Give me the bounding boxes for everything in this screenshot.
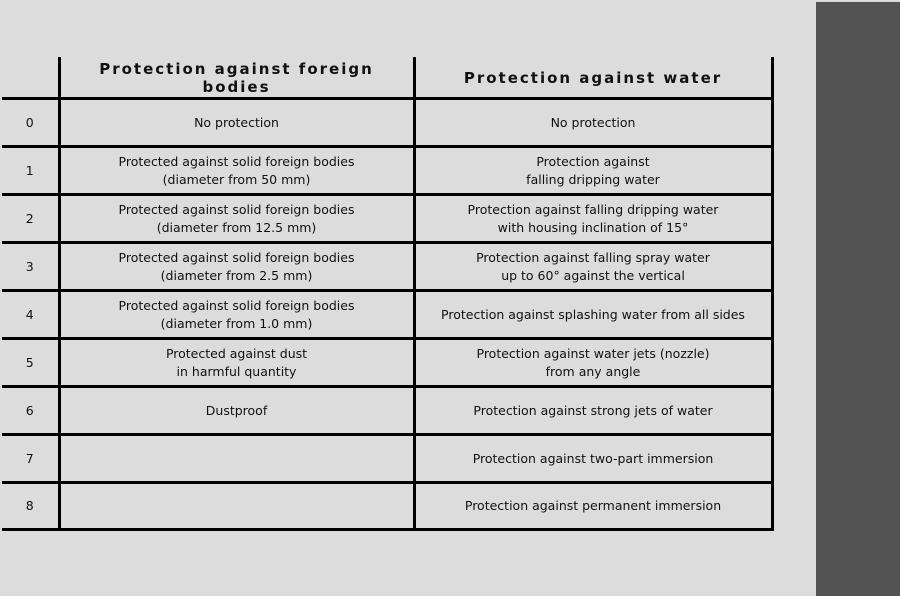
table-row [2,387,772,435]
solid-protection-text: Protected against solid foreign bodies [118,153,355,169]
table-row [2,195,772,243]
water-protection-text: up to 60° against the vertical [501,267,685,283]
ip-code-number: 1 [2,147,59,195]
ip-code-number: 7 [2,435,59,483]
table-row [2,339,772,387]
solid-protection-text: No protection [194,114,279,130]
solid-protection-cell [59,99,414,147]
solid-protection-cell [59,435,414,483]
table-row [2,243,772,291]
solid-protection-text: (diameter from 12.5 mm) [156,219,317,235]
ip-code-number: 6 [2,387,59,435]
solid-protection-cell [59,387,414,435]
solid-protection-cell [59,195,414,243]
table-row [2,435,772,483]
solid-protection-text: (diameter from 2.5 mm) [160,267,313,283]
water-protection-text: Protection against splashing water from all sides [441,306,745,322]
ip-code-number: 5 [2,339,59,387]
water-protection-text: Protection against falling spray water [476,249,710,265]
water-protection-cell [414,147,772,195]
water-protection-text: No protection [550,114,636,130]
water-protection-text: Protection against falling dripping water [467,201,719,217]
solid-protection-text: Protected against dust [165,345,308,361]
water-protection-text: from any angle [545,363,641,379]
ip-code-number: 3 [2,243,59,291]
solid-protection-cell [59,147,414,195]
water-protection-cell [414,291,772,339]
ip-code-number: 4 [2,291,59,339]
header-solid-protection: Protection against foreign bodies [59,57,414,99]
header-number [2,57,59,99]
header-water-protection: Protection against water [414,57,772,99]
header-row [2,57,772,99]
table-body [2,99,772,530]
solid-protection-text: Dustproof [205,402,268,418]
table-row [2,291,772,339]
ip-code-number: 2 [2,195,59,243]
water-protection-text: Protection against strong jets of water [473,402,713,418]
table-row [2,483,772,530]
water-protection-cell [414,243,772,291]
water-protection-cell [414,339,772,387]
water-protection-cell [414,195,772,243]
solid-protection-text: (diameter from 1.0 mm) [160,315,313,331]
water-protection-cell [414,435,772,483]
table-row [2,147,772,195]
solid-protection-cell [59,291,414,339]
water-protection-text: with housing inclination of 15° [497,219,689,235]
solid-protection-cell [59,243,414,291]
water-protection-cell [414,483,772,530]
water-protection-cell [414,387,772,435]
water-protection-cell [414,99,772,147]
solid-protection-cell [59,483,414,530]
ip-protection-table [2,57,774,531]
water-protection-text: Protection against two-part immersion [472,450,714,466]
ip-code-number: 0 [2,99,59,147]
water-protection-text: falling dripping water [526,171,660,187]
table-row [2,99,772,147]
solid-protection-text: Protected against solid foreign bodies [118,249,355,265]
ip-code-number: 8 [2,483,59,530]
water-protection-text: Protection against permanent immersion [464,498,722,513]
solid-protection-cell [59,339,414,387]
solid-protection-text: (diameter from 50 mm) [162,171,311,187]
solid-protection-text: Protected against solid foreign bodies [118,297,355,313]
side-panel [816,2,900,596]
solid-protection-text: in harmful quantity [176,363,297,379]
solid-protection-text: Protected against solid foreign bodies [118,201,355,217]
water-protection-text: Protection against water jets (nozzle) [476,345,710,361]
water-protection-text: Protection against [536,153,650,169]
